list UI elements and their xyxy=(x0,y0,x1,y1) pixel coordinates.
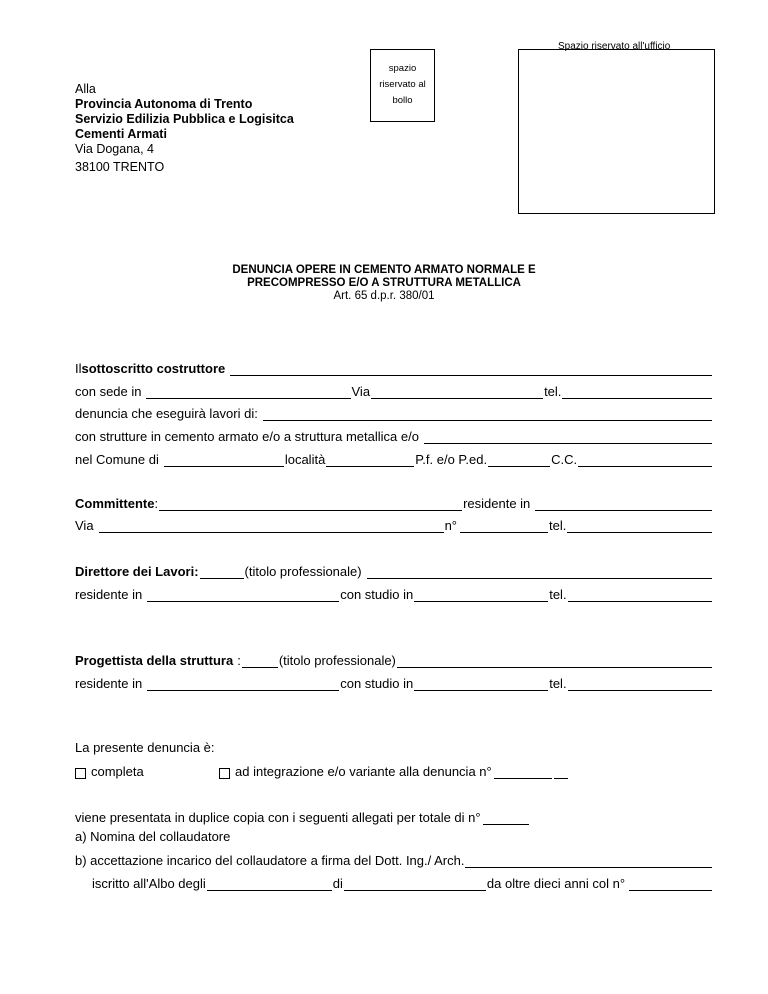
row-item-b xyxy=(75,850,713,868)
row-iscritto xyxy=(92,873,713,891)
label-sottoscritto: sottoscritto costruttore xyxy=(81,361,226,376)
stamp-line-1: spazio xyxy=(388,63,417,74)
field-albo-di[interactable] xyxy=(344,876,486,891)
field-allegati-n[interactable] xyxy=(483,810,529,825)
label-viene: viene presentata in duplice copia con i seguenti allegati per totale di n° xyxy=(75,810,481,825)
stamp-line-3: bollo xyxy=(392,95,413,106)
row-committente-via xyxy=(75,515,713,533)
label-studio-progettista: con studio in xyxy=(340,676,414,691)
label-denuncia: denuncia che eseguirà lavori di: xyxy=(75,406,258,421)
checkbox-integrazione[interactable] xyxy=(219,768,230,779)
label-colon-committente: : xyxy=(154,496,159,511)
recipient-address xyxy=(75,82,294,175)
field-direttore-titolo-short[interactable] xyxy=(200,564,244,579)
row-progettista-residenza xyxy=(75,673,713,691)
row-direttore-residenza xyxy=(75,584,713,602)
label-studio-direttore: con studio in xyxy=(340,587,414,602)
row-comune xyxy=(75,449,713,467)
office-reserved-label: Spazio riservato all'ufficio xyxy=(558,41,671,52)
label-residente-committente: residente in xyxy=(463,496,531,511)
field-comune[interactable] xyxy=(164,452,284,467)
label-titolo-direttore: (titolo professionale) xyxy=(244,564,362,579)
label-oltre: da oltre dieci anni col n° xyxy=(486,876,626,891)
label-tel: tel. xyxy=(544,384,562,399)
address-to: Alla xyxy=(75,82,96,96)
field-albo-n[interactable] xyxy=(629,876,712,891)
stamp-box xyxy=(370,49,435,122)
label-tel-direttore: tel. xyxy=(549,587,567,602)
field-tel-committente[interactable] xyxy=(567,518,712,533)
label-item-b: b) accettazione incarico del collaudatore a firma del Dott. Ing./ Arch. xyxy=(75,853,465,868)
title-line-3: Art. 65 d.p.r. 380/01 xyxy=(333,290,435,302)
label-n: n° xyxy=(444,518,457,533)
label-integrazione: ad integrazione e/o variante alla denuncia n° xyxy=(235,764,492,779)
label-il: Il xyxy=(75,361,82,376)
field-studio-progettista[interactable] xyxy=(414,676,548,691)
field-residente-committente[interactable] xyxy=(535,496,712,511)
field-progettista[interactable] xyxy=(397,653,712,668)
address-line-5: 38100 TRENTO xyxy=(75,160,165,174)
label-localita: località xyxy=(284,452,326,467)
row-strutture xyxy=(75,426,713,444)
label-residente-direttore: residente in xyxy=(75,587,143,602)
label-tel-committente: tel. xyxy=(549,518,567,533)
document-title xyxy=(0,264,768,303)
row-costruttore xyxy=(75,358,713,376)
field-via[interactable] xyxy=(371,384,543,399)
address-line-2: Servizio Edilizia Pubblica e Logisitca xyxy=(75,112,294,126)
label-comune: nel Comune di xyxy=(75,452,159,467)
label-committente: Committente xyxy=(75,496,155,511)
field-collaudatore[interactable] xyxy=(465,853,712,868)
field-sede[interactable] xyxy=(146,384,351,399)
field-strutture[interactable] xyxy=(424,429,712,444)
field-localita[interactable] xyxy=(326,452,414,467)
field-cc[interactable] xyxy=(578,452,712,467)
label-via-committente: Via xyxy=(75,518,94,533)
label-iscritto: iscritto all'Albo degli xyxy=(92,876,206,891)
label-titolo-progettista: (titolo professionale) xyxy=(278,653,396,668)
row-progettista xyxy=(75,650,713,668)
row-allegati xyxy=(75,807,713,825)
field-denuncia-n-end[interactable] xyxy=(554,764,568,779)
field-pf[interactable] xyxy=(488,452,550,467)
field-tel-direttore[interactable] xyxy=(568,587,712,602)
label-cc: C.C. xyxy=(551,452,578,467)
field-lavori[interactable] xyxy=(263,406,712,421)
label-tel-progettista: tel. xyxy=(549,676,567,691)
label-strutture: con strutture in cemento armato e/o a struttura metallica e/o xyxy=(75,429,419,444)
row-sede xyxy=(75,381,713,399)
label-di: di xyxy=(332,876,343,891)
label-colon-progettista: : xyxy=(237,653,241,668)
label-sede: con sede in xyxy=(75,384,142,399)
field-studio-direttore[interactable] xyxy=(414,587,548,602)
item-a: a) Nomina del collaudatore xyxy=(75,829,231,844)
field-progettista-titolo-short[interactable] xyxy=(242,653,278,668)
row-denuncia xyxy=(75,403,713,421)
label-via: Via xyxy=(351,384,371,399)
stamp-line-2: riservato al xyxy=(379,79,426,90)
row-committente xyxy=(75,493,713,511)
field-via-committente[interactable] xyxy=(99,518,444,533)
address-line-1: Provincia Autonoma di Trento xyxy=(75,97,253,111)
field-n[interactable] xyxy=(460,518,548,533)
title-line-1: DENUNCIA OPERE IN CEMENTO ARMATO NORMALE E xyxy=(232,264,536,276)
row-tipo-denuncia xyxy=(75,761,713,779)
field-tel[interactable] xyxy=(562,384,712,399)
field-tel-progettista[interactable] xyxy=(568,676,712,691)
field-committente[interactable] xyxy=(159,496,462,511)
field-residente-direttore[interactable] xyxy=(147,587,339,602)
checkbox-completa[interactable] xyxy=(75,768,86,779)
address-line-3: Cementi Armati xyxy=(75,127,167,141)
title-line-2: PRECOMPRESSO E/O A STRUTTURA METALLICA xyxy=(247,277,521,289)
field-denuncia-n[interactable] xyxy=(494,764,552,779)
field-costruttore[interactable] xyxy=(230,361,712,376)
office-reserved-box xyxy=(518,49,715,214)
presente-label: La presente denuncia è: xyxy=(75,740,215,755)
field-residente-progettista[interactable] xyxy=(147,676,339,691)
row-direttore xyxy=(75,561,713,579)
address-line-4: Via Dogana, 4 xyxy=(75,142,154,156)
label-direttore: Direttore dei Lavori: xyxy=(75,564,199,579)
label-completa: completa xyxy=(91,764,144,779)
label-progettista: Progettista della struttura xyxy=(75,653,234,668)
label-pf: P.f. e/o P.ed. xyxy=(415,452,488,467)
field-albo[interactable] xyxy=(207,876,332,891)
label-residente-progettista: residente in xyxy=(75,676,143,691)
field-direttore[interactable] xyxy=(367,564,712,579)
